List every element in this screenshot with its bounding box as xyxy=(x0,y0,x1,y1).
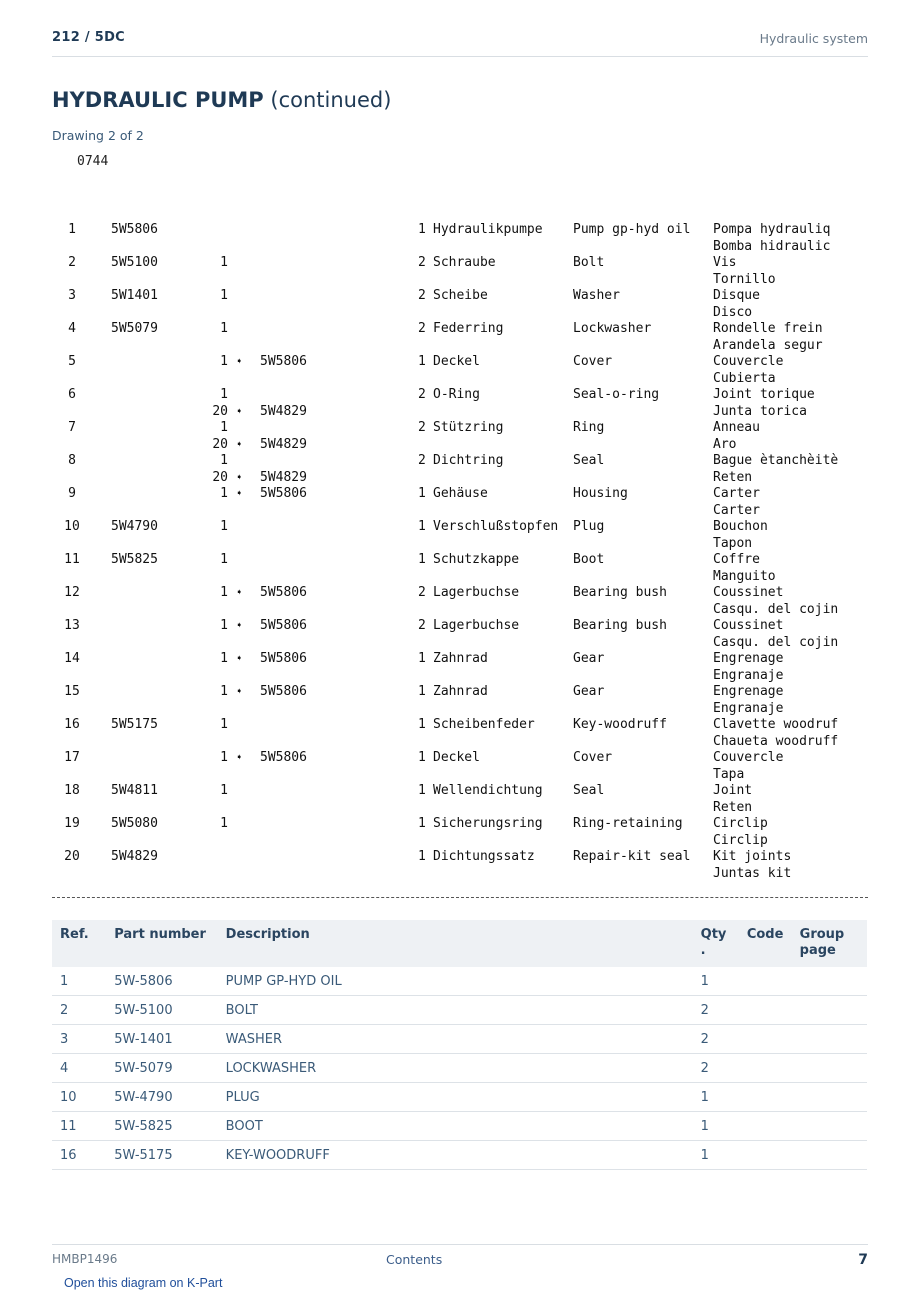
scan-row xyxy=(0,420,920,453)
french-description: Engrenage xyxy=(713,684,784,699)
quantity: 2 xyxy=(418,453,426,468)
german-description: Deckel xyxy=(433,750,480,765)
cell-qty: 1 xyxy=(693,967,739,996)
quantity-per: 1 xyxy=(220,288,228,303)
arrow-icon: ➧ xyxy=(236,652,243,665)
quantity: 2 xyxy=(418,255,426,270)
french-description: Coussinet xyxy=(713,618,784,633)
scan-row xyxy=(0,288,920,321)
german-description: Verschlußstopfen xyxy=(433,519,559,534)
cell-description: BOOT xyxy=(218,1112,693,1141)
quantity-per: 1 xyxy=(220,783,228,798)
spanish-description: Casqu. del cojin xyxy=(713,634,839,650)
cell-group-page xyxy=(792,1054,867,1083)
ref-number: 7 xyxy=(68,420,76,435)
quantity-per: 1 xyxy=(220,255,228,270)
english-description: Boot xyxy=(573,552,605,567)
cell-code xyxy=(739,1083,792,1112)
scan-row xyxy=(0,486,920,519)
arrow-icon: ➧ xyxy=(236,586,243,599)
cell-ref: 11 xyxy=(52,1112,106,1141)
cell-part-number: 5W-5825 xyxy=(106,1112,217,1141)
french-description: Kit joints xyxy=(713,849,792,864)
french-description: Joint torique xyxy=(713,387,815,402)
cell-description: LOCKWASHER xyxy=(218,1054,693,1083)
french-description: Pompa hydrauliq xyxy=(713,222,831,237)
german-description: Federring xyxy=(433,321,504,336)
arrow-icon: ➧ xyxy=(236,404,243,418)
scan-row xyxy=(0,453,920,486)
spanish-description: Arandela segur xyxy=(713,337,823,353)
part-number: 5W5100 xyxy=(111,255,158,270)
spanish-description: Carter xyxy=(713,502,760,518)
separator xyxy=(52,897,868,898)
part-number: 5W1401 xyxy=(111,288,158,303)
german-description: Schutzkappe xyxy=(433,552,520,567)
quantity-per: 1 xyxy=(220,519,228,534)
german-description: Scheibe xyxy=(433,288,488,303)
cell-ref: 3 xyxy=(52,1025,106,1054)
ref-number: 4 xyxy=(68,321,76,336)
english-description: Bearing bush xyxy=(573,618,667,633)
french-description: Coussinet xyxy=(713,585,784,600)
quantity: 2 xyxy=(418,387,426,402)
english-description: Key-woodruff xyxy=(573,717,667,732)
french-description: Carter xyxy=(713,486,760,501)
quantity: 1 xyxy=(418,354,426,369)
quantity: 2 xyxy=(418,288,426,303)
ref-number: 6 xyxy=(68,387,76,402)
english-description: Pump gp-hyd oil xyxy=(573,222,691,237)
scan-row xyxy=(0,354,920,387)
ref-number: 3 xyxy=(68,288,76,303)
quantity-per: 1 xyxy=(220,453,228,468)
cell-part-number: 5W-5175 xyxy=(106,1141,217,1170)
referenced-part-2: 5W4829 xyxy=(260,469,307,485)
part-number: 5W5175 xyxy=(111,717,158,732)
scanned-parts-list xyxy=(0,222,920,882)
english-description: Gear xyxy=(573,651,605,666)
arrow-icon: ➧ xyxy=(236,470,243,484)
german-description: Stützring xyxy=(433,420,504,435)
referenced-part: 5W5806 xyxy=(260,651,307,666)
spanish-description: Chaueta woodruff xyxy=(713,733,839,749)
ref-number: 10 xyxy=(64,519,80,534)
quantity: 2 xyxy=(418,321,426,336)
document-id: HMBP1496 xyxy=(52,1252,118,1266)
cell-part-number: 5W-5100 xyxy=(106,996,217,1025)
cell-description: PLUG xyxy=(218,1083,693,1112)
ref-number: 2 xyxy=(68,255,76,270)
arrow-icon: ➧ xyxy=(236,685,243,698)
scan-row xyxy=(0,783,920,816)
arrow-icon: ➧ xyxy=(236,487,243,500)
german-description: Deckel xyxy=(433,354,480,369)
cell-ref: 1 xyxy=(52,967,106,996)
german-description: Lagerbuchse xyxy=(433,618,520,633)
cell-code xyxy=(739,1112,792,1141)
spanish-description: Reten xyxy=(713,799,753,815)
cell-qty: 2 xyxy=(693,996,739,1025)
referenced-part: 5W5806 xyxy=(260,684,307,699)
page-number: 7 xyxy=(858,1252,868,1268)
english-description: Cover xyxy=(573,750,613,765)
referenced-part: 5W5806 xyxy=(260,618,307,633)
spanish-description: Circlip xyxy=(713,832,768,848)
arrow-icon: ➧ xyxy=(236,355,243,368)
english-description: Housing xyxy=(573,486,628,501)
spanish-description: Manguito xyxy=(713,568,776,584)
english-description: Repair-kit seal xyxy=(573,849,691,864)
quantity: 2 xyxy=(418,420,426,435)
cell-qty: 1 xyxy=(693,1112,739,1141)
cell-ref: 2 xyxy=(52,996,106,1025)
cell-description: PUMP GP-HYD OIL xyxy=(218,967,693,996)
scan-row xyxy=(0,222,920,255)
ref-number: 17 xyxy=(64,750,80,765)
cell-part-number: 5W-1401 xyxy=(106,1025,217,1054)
ref-number: 11 xyxy=(64,552,80,567)
table-row xyxy=(52,1083,867,1112)
quantity-per: 1 xyxy=(220,651,228,666)
cell-ref: 4 xyxy=(52,1054,106,1083)
cell-qty: 2 xyxy=(693,1054,739,1083)
cell-code xyxy=(739,1054,792,1083)
referenced-part: 5W5806 xyxy=(260,486,307,501)
scan-row xyxy=(0,321,920,354)
cell-description: WASHER xyxy=(218,1025,693,1054)
english-description: Plug xyxy=(573,519,605,534)
german-description: O-Ring xyxy=(433,387,480,402)
arrow-icon: ➧ xyxy=(236,619,243,632)
referenced-part: 5W5806 xyxy=(260,585,307,600)
quantity: 1 xyxy=(418,684,426,699)
quantity: 1 xyxy=(418,849,426,864)
english-description: Seal xyxy=(573,453,605,468)
french-description: Disque xyxy=(713,288,760,303)
cell-group-page xyxy=(792,1083,867,1112)
scan-row xyxy=(0,552,920,585)
cell-group-page xyxy=(792,1141,867,1170)
col-ref: Ref. xyxy=(52,920,106,967)
cell-code xyxy=(739,1141,792,1170)
scan-row xyxy=(0,816,920,849)
part-number: 5W4829 xyxy=(111,849,158,864)
section-code: 212 / 5DC xyxy=(52,30,126,45)
drawing-code: 0744 xyxy=(77,154,109,169)
parts-table xyxy=(52,920,867,1170)
french-description: Joint xyxy=(713,783,753,798)
spanish-description: Engranaje xyxy=(713,667,784,683)
col-group-page: Group page xyxy=(792,920,867,967)
french-description: Couvercle xyxy=(713,354,784,369)
french-description: Bouchon xyxy=(713,519,768,534)
quantity: 2 xyxy=(418,585,426,600)
spanish-description: Disco xyxy=(713,304,753,320)
cell-group-page xyxy=(792,1025,867,1054)
part-number: 5W5080 xyxy=(111,816,158,831)
spanish-description: Engranaje xyxy=(713,700,784,716)
part-number: 5W5806 xyxy=(111,222,158,237)
english-description: Ring xyxy=(573,420,605,435)
german-description: Schraube xyxy=(433,255,496,270)
german-description: Dichtungssatz xyxy=(433,849,535,864)
ref-number: 20 xyxy=(64,849,80,864)
cell-code xyxy=(739,1025,792,1054)
ref-number: 12 xyxy=(64,585,80,600)
cell-group-page xyxy=(792,996,867,1025)
quantity-per: 1 xyxy=(220,387,228,402)
quantity-per: 1 xyxy=(220,750,228,765)
english-description: Seal-o-ring xyxy=(573,387,660,402)
french-description: Vis xyxy=(713,255,737,270)
french-description: Anneau xyxy=(713,420,760,435)
french-description: Engrenage xyxy=(713,651,784,666)
german-description: Sicherungsring xyxy=(433,816,543,831)
ref-number: 15 xyxy=(64,684,80,699)
french-description: Clavette woodruf xyxy=(713,717,839,732)
table-row xyxy=(52,967,867,996)
french-description: Rondelle frein xyxy=(713,321,823,336)
german-description: Zahnrad xyxy=(433,684,488,699)
ref-number: 16 xyxy=(64,717,80,732)
arrow-icon: ➧ xyxy=(236,437,243,451)
quantity-per: 1 xyxy=(220,684,228,699)
cell-description: KEY-WOODRUFF xyxy=(218,1141,693,1170)
quantity-per: 1 xyxy=(220,816,228,831)
cell-group-page xyxy=(792,1112,867,1141)
french-description: Couvercle xyxy=(713,750,784,765)
col-description: Description xyxy=(218,920,693,967)
scan-row xyxy=(0,519,920,552)
scan-row xyxy=(0,717,920,750)
page-footer xyxy=(52,1244,868,1245)
spanish-description: Tornillo xyxy=(713,271,776,287)
quantity: 1 xyxy=(418,486,426,501)
cell-group-page xyxy=(792,967,867,996)
referenced-part: 5W5806 xyxy=(260,354,307,369)
scan-row xyxy=(0,849,920,882)
quantity: 2 xyxy=(418,618,426,633)
english-description: Bearing bush xyxy=(573,585,667,600)
contents-link[interactable]: Contents xyxy=(386,1252,443,1267)
german-description: Hydraulikpumpe xyxy=(433,222,543,237)
german-description: Scheibenfeder xyxy=(433,717,535,732)
quantity-per-2: 20 xyxy=(212,436,228,452)
spanish-description: Cubierta xyxy=(713,370,776,386)
quantity: 1 xyxy=(418,651,426,666)
cell-ref: 16 xyxy=(52,1141,106,1170)
quantity: 1 xyxy=(418,222,426,237)
quantity-per: 1 xyxy=(220,618,228,633)
quantity-per: 1 xyxy=(220,354,228,369)
cell-qty: 1 xyxy=(693,1141,739,1170)
cell-code xyxy=(739,996,792,1025)
page-title-main: HYDRAULIC PUMP xyxy=(52,88,264,112)
quantity: 1 xyxy=(418,750,426,765)
scan-row xyxy=(0,750,920,783)
cell-qty: 1 xyxy=(693,1083,739,1112)
cell-description: BOLT xyxy=(218,996,693,1025)
ref-number: 8 xyxy=(68,453,76,468)
referenced-part: 5W5806 xyxy=(260,750,307,765)
french-description: Circlip xyxy=(713,816,768,831)
quantity: 1 xyxy=(418,816,426,831)
part-number: 5W4811 xyxy=(111,783,158,798)
german-description: Wellendichtung xyxy=(433,783,543,798)
quantity: 1 xyxy=(418,552,426,567)
spanish-description: Casqu. del cojin xyxy=(713,601,839,617)
page-title xyxy=(52,88,391,112)
english-description: Bolt xyxy=(573,255,605,270)
scan-row xyxy=(0,618,920,651)
open-kpart-link[interactable]: Open this diagram on K-Part xyxy=(64,1276,223,1290)
quantity-per: 1 xyxy=(220,585,228,600)
col-part-number: Part number xyxy=(106,920,217,967)
ref-number: 5 xyxy=(68,354,76,369)
quantity-per: 1 xyxy=(220,420,228,435)
table-row xyxy=(52,1112,867,1141)
english-description: Cover xyxy=(573,354,613,369)
german-description: Gehäuse xyxy=(433,486,488,501)
english-description: Lockwasher xyxy=(573,321,652,336)
ref-number: 19 xyxy=(64,816,80,831)
quantity-per: 1 xyxy=(220,717,228,732)
col-code: Code xyxy=(739,920,792,967)
table-row xyxy=(52,1141,867,1170)
cell-part-number: 5W-5079 xyxy=(106,1054,217,1083)
scan-row xyxy=(0,585,920,618)
drawing-subtitle: Drawing 2 of 2 xyxy=(52,128,144,143)
german-description: Lagerbuchse xyxy=(433,585,520,600)
chapter-name: Hydraulic system xyxy=(759,31,868,46)
german-description: Zahnrad xyxy=(433,651,488,666)
spanish-description: Aro xyxy=(713,436,737,452)
cell-ref: 10 xyxy=(52,1083,106,1112)
cell-qty: 2 xyxy=(693,1025,739,1054)
english-description: Gear xyxy=(573,684,605,699)
spanish-description: Junta torica xyxy=(713,403,807,419)
part-number: 5W4790 xyxy=(111,519,158,534)
scan-row xyxy=(0,684,920,717)
cell-code xyxy=(739,967,792,996)
quantity-per-2: 20 xyxy=(212,403,228,419)
table-row xyxy=(52,1054,867,1083)
referenced-part-2: 5W4829 xyxy=(260,436,307,452)
scan-row xyxy=(0,387,920,420)
page-header xyxy=(52,28,868,57)
part-number: 5W5825 xyxy=(111,552,158,567)
page-title-suffix: (continued) xyxy=(263,88,392,112)
french-description: Coffre xyxy=(713,552,760,567)
ref-number: 18 xyxy=(64,783,80,798)
scan-row xyxy=(0,255,920,288)
english-description: Washer xyxy=(573,288,620,303)
spanish-description: Juntas kit xyxy=(713,865,792,881)
quantity: 1 xyxy=(418,783,426,798)
ref-number: 14 xyxy=(64,651,80,666)
quantity-per: 1 xyxy=(220,486,228,501)
spanish-description: Reten xyxy=(713,469,753,485)
table-row xyxy=(52,1025,867,1054)
table-header-row xyxy=(52,920,867,967)
cell-part-number: 5W-4790 xyxy=(106,1083,217,1112)
quantity: 1 xyxy=(418,717,426,732)
referenced-part-2: 5W4829 xyxy=(260,403,307,419)
spanish-description: Tapon xyxy=(713,535,753,551)
part-number: 5W5079 xyxy=(111,321,158,336)
quantity-per: 1 xyxy=(220,321,228,336)
cell-part-number: 5W-5806 xyxy=(106,967,217,996)
table-row xyxy=(52,996,867,1025)
spanish-description: Bomba hidraulic xyxy=(713,238,831,254)
ref-number: 13 xyxy=(64,618,80,633)
quantity-per-2: 20 xyxy=(212,469,228,485)
english-description: Ring-retaining xyxy=(573,816,683,831)
ref-number: 9 xyxy=(68,486,76,501)
french-description: Bague ètanchèitè xyxy=(713,453,839,468)
german-description: Dichtring xyxy=(433,453,504,468)
spanish-description: Tapa xyxy=(713,766,745,782)
ref-number: 1 xyxy=(68,222,76,237)
quantity: 1 xyxy=(418,519,426,534)
quantity-per: 1 xyxy=(220,552,228,567)
arrow-icon: ➧ xyxy=(236,751,243,764)
scan-row xyxy=(0,651,920,684)
col-qty: Qty . xyxy=(693,920,739,967)
english-description: Seal xyxy=(573,783,605,798)
